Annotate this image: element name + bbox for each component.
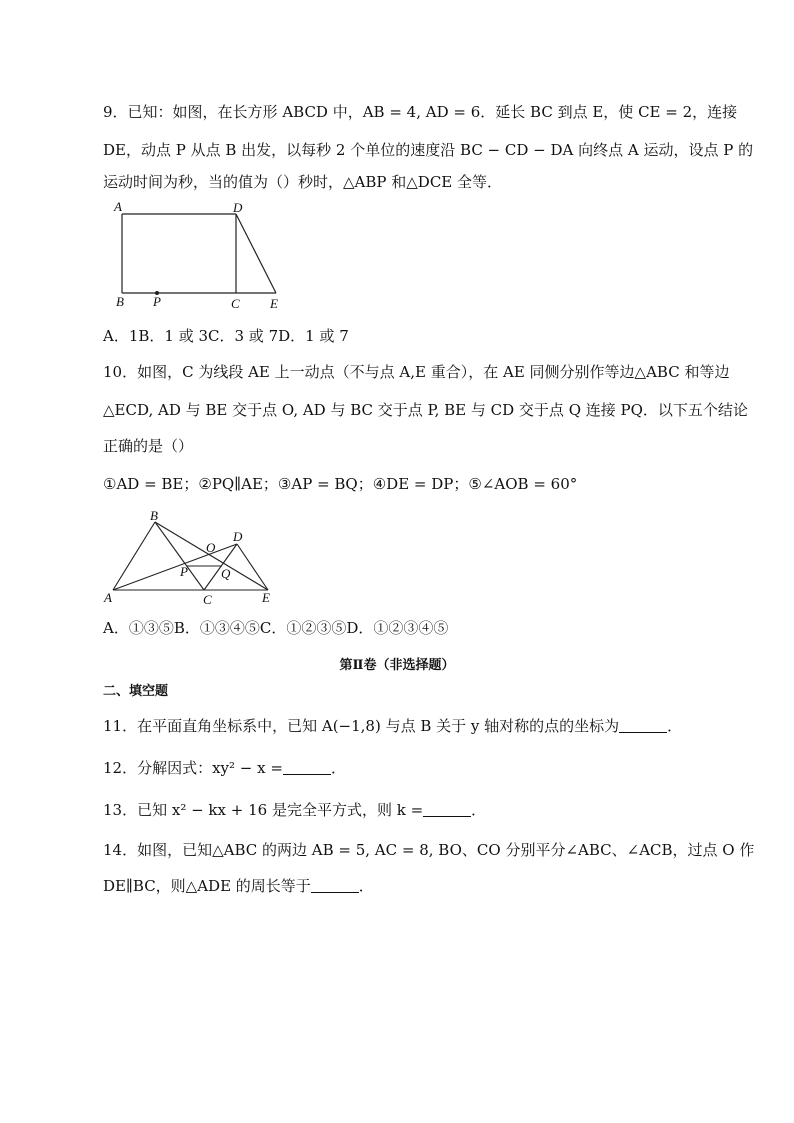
q11-end: ． xyxy=(667,717,683,735)
q14-line2: DE∥BC，则△ADE 的周长等于 xyxy=(103,877,311,895)
q12-end: ． xyxy=(330,759,346,777)
q10-edge-de xyxy=(237,544,268,590)
q10-line1: 10．如图，C 为线段 AE 上一动点（不与点 A,E 重合），在 AE 同侧分别作等边△ABC 和等边 xyxy=(103,363,730,381)
q14-end: ． xyxy=(358,877,374,895)
section-title: 第Ⅱ卷（非选择题） xyxy=(339,658,455,673)
q10-label-p: P xyxy=(180,564,188,579)
q10-edge-ab xyxy=(113,522,155,590)
q9-line1: 9．已知：如图，在长方形 ABCD 中，AB = 4, AD = 6．延长 BC 到点 E，使 CE = 2，连接 xyxy=(103,103,738,121)
q9-line3: 运动时间为秒，当的值为（）秒时，△ABP 和△DCE 全等． xyxy=(103,173,503,191)
q14-answer-blank[interactable] xyxy=(311,878,359,893)
q10-label-o: O xyxy=(206,540,216,555)
q9-label-b: B xyxy=(116,294,124,309)
q13-end: ． xyxy=(471,801,487,819)
q9-line2: DE，动点 P 从点 B 出发，以每秒 2 个单位的速度沿 BC − CD − DA 向终点 A 运动，设点 P 的 xyxy=(103,141,754,159)
q10-label-c: C xyxy=(203,592,212,607)
q10-line3: 正确的是（） xyxy=(103,437,194,455)
q13 xyxy=(103,800,486,820)
q13-text: 13．已知 x² − kx + 16 是完全平方式，则 k = xyxy=(103,801,424,819)
q12-text: 12．分解因式：xy² − x = xyxy=(103,759,283,777)
q14-line1: 14．如图，已知△ABC 的两边 AB = 5, AC = 8, BO、CO 分别平分∠ABC、∠ACB，过点 O 作 xyxy=(103,841,755,859)
q9-options: A．1B．1 或 3C．3 或 7D．1 或 7 xyxy=(103,327,349,345)
q9-label-a: A xyxy=(114,199,122,214)
q9-edge-de xyxy=(236,214,276,293)
q10-figure xyxy=(100,510,280,608)
q10-label-q: Q xyxy=(221,566,231,581)
q10-options: A．①③⑤B．①③④⑤C．①②③⑤D．①②③④⑤ xyxy=(103,619,449,637)
q10-line2: △ECD, AD 与 BE 交于点 O, AD 与 BC 交于点 P, BE 与 CD 交于点 Q 连接 PQ．以下五个结论 xyxy=(103,401,748,419)
q13-answer-blank[interactable] xyxy=(423,802,471,817)
q9-label-d: D xyxy=(233,200,243,215)
q9-label-p: P xyxy=(153,294,161,309)
q10-label-a: A xyxy=(104,590,112,605)
q14-line2-wrap xyxy=(103,876,374,896)
q11-answer-blank[interactable] xyxy=(619,718,667,733)
q10-edge-ad xyxy=(113,544,237,590)
q10-label-e: E xyxy=(262,590,270,605)
q9-figure xyxy=(110,198,300,316)
q10-line4: ①AD = BE；②PQ∥AE；③AP = BQ；④DE = DP；⑤∠AOB = 60° xyxy=(103,475,578,493)
q10-edge-bc xyxy=(155,522,204,590)
q9-label-c: C xyxy=(231,296,240,311)
part2-heading: 二、填空题 xyxy=(103,684,169,699)
q9-label-e: E xyxy=(270,296,278,311)
q11 xyxy=(103,716,682,736)
q10-label-b: B xyxy=(150,510,158,523)
q12-answer-blank[interactable] xyxy=(283,760,331,775)
q12 xyxy=(103,758,346,778)
q11-text: 11．在平面直角坐标系中，已知 A(−1,8) 与点 B 关于 y 轴对称的点的坐标为 xyxy=(103,717,620,735)
q10-label-d: D xyxy=(233,529,243,544)
